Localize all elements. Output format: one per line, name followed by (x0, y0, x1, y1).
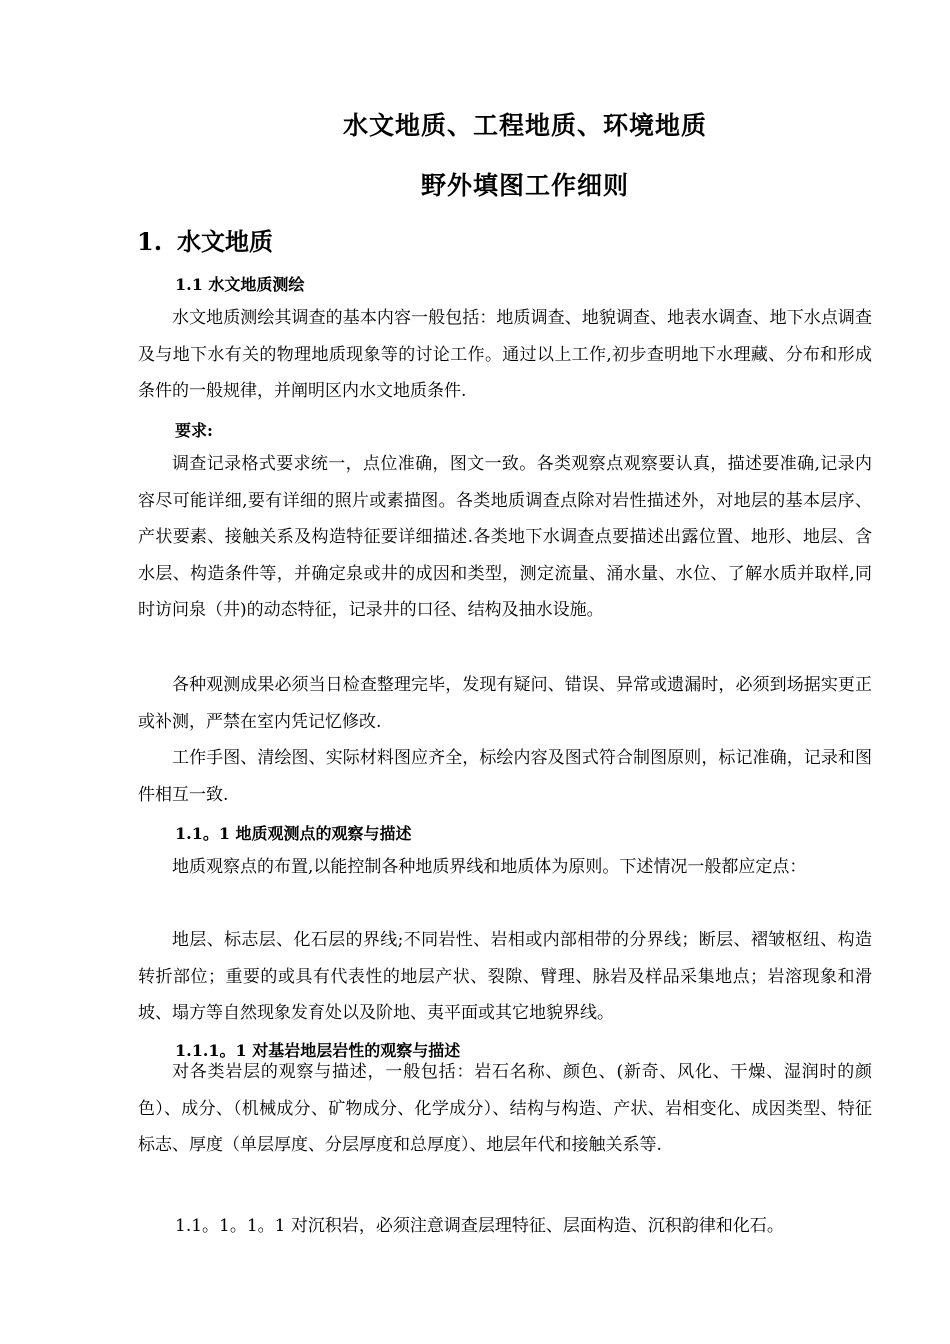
paragraph-survey-content: 水文地质测绘其调查的基本内容一般包括：地质调查、地貌调查、地表水调查、地下水点调查及与地下水有关的物理地质现象等的讨论工作。通过以上工作,初步查明地下水理藏、分布和形成条件的一般规律，并阐明区内水文地质条件. (138, 308, 872, 401)
paragraph-point-conditions: 地层、标志层、化石层的界线;不同岩性、岩相或内部相带的分界线；断层、褶皱枢纽、构造转折部位；重要的或具有代表性的地层产状、裂隙、臂理、脉岩及样品采集地点；岩溶现象和滑坡、塌方等自然现象发育处以及阶地、夷平面或其它地貌界线。 (138, 930, 872, 1023)
section-heading-1 (137, 222, 273, 257)
paragraph-bedrock-description: 对各类岩层的观察与描述，一般包括：岩石名称、颜色、(新奇、风化、干燥、湿润时的颜色）、成分、（机械成分、矿物成分、化学成分）、结构与构造、产状、岩相变化、成因类型、特征标志、厚度（单层厚度、分层厚度和总厚度）、地层年代和接触关系等. (138, 1062, 872, 1155)
paragraph-requirements: 调查记录格式要求统一，点位准确，图文一致。各类观察点观察要认真，描述要准确,记录内容尽可能详细,要有详细的照片或素描图。各类地质调查点除对岩性描述外，对地层的基本层序、产状要素、接触关系及构造特征要详细描述.各类地下水调查点要描述出露位置、地形、地层、含水层、构造条件等，并确定泉或井的成因和类型，测定流量、涌水量、水位、了解水质并取样,同时访问泉（井)的动态特征，记录井的口径、结构及抽水设施。 (138, 454, 872, 620)
paragraph-work-maps: 工作手图、清绘图、实际材料图应齐全，标绘内容及图式符合制图原则，标记准确，记录和图件相互一致. (138, 748, 872, 805)
subsection-heading-1-1-1: 1.1。1 地质观测点的观察与描述 (175, 824, 412, 843)
paragraph-observation-results: 各种观测成果必须当日检查整理完毕，发现有疑问、错误、异常或遗漏时，必须到场据实更正或补测，严禁在室内凭记忆修改. (138, 675, 872, 732)
paragraph-observation-points: 地质观察点的布置,以能控制各种地质界线和地质体为原则。下述情况一般都应定点： (172, 857, 807, 877)
subsection-heading-1-1: 1.1 水文地质测绘 (175, 275, 305, 294)
section-number: 1. (137, 227, 163, 256)
section-title: 水文地质 (177, 227, 273, 256)
paragraph-sedimentary-rock: 1.1。1。1。1 对沉积岩，必须注意调查层理特征、层面构造、沉积韵律和化石。 (175, 1216, 784, 1236)
subsection-heading-1-1-1-1: 1.1.1。1 对基岩地层岩性的观察与描述 (175, 1041, 461, 1060)
document-title-line1: 水文地质、工程地质、环境地质 (342, 111, 707, 140)
requirements-label: 要求: (175, 421, 213, 440)
document-title-line2: 野外填图工作细则 (420, 171, 629, 200)
